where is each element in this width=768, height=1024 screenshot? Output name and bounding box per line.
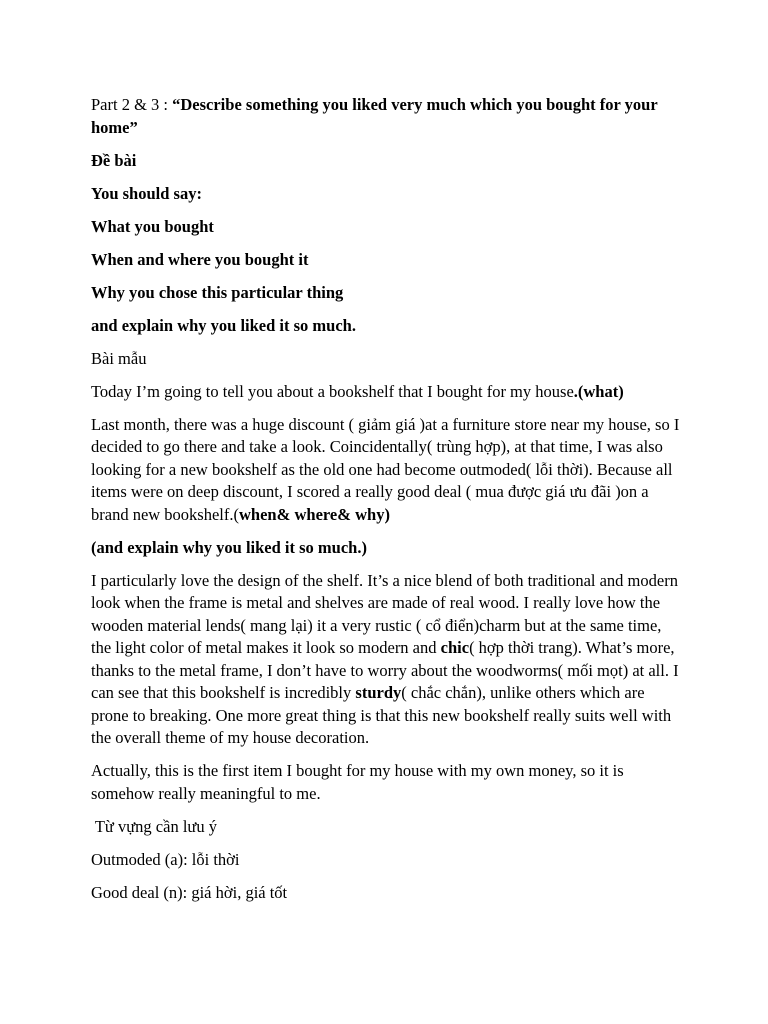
task-heading: Đề bài [91,150,137,170]
cue-point: When and where you bought it [91,249,309,269]
cue-point: Why you chose this particular thing [91,282,344,302]
vocab-item: Good deal (n): giá hời, giá tốt [91,882,288,902]
paragraph-tag: when& where& why) [239,504,390,524]
paragraph-tag: .(what) [573,381,624,401]
document-page [91,94,683,915]
paragraph-text: Today I’m going to tell you about a bookshelf that I bought for my house [91,381,574,401]
cue-point: What you bought [91,216,214,236]
highlight-word: chic [440,638,470,657]
sample-heading: Bài mẫu [91,348,147,368]
vocab-item: Outmoded (a): lỗi thời [91,849,240,869]
sample-paragraph-1 [91,381,683,404]
cue-point: and explain why you liked it so much. [91,315,356,335]
paragraph-text: I particularly love the design of the shelf. It’s a nice blend of both traditional and modern look when the frame is metal and shelves are made of real wood. I really love how the wooden material lends( mang lại) it a very rustic ( cổ điển)charm but at the same time, the light color of metal makes it look so modern and [91,570,678,657]
paragraph-text: ( chắc chắn), unlike others which are prone to breaking. One more great thing is that this new bookshelf really suits well with the overall theme of my house decoration. [91,683,672,747]
title-topic: “Describe something you liked very much which you bought for your home” [91,95,658,137]
explain-heading: (and explain why you liked it so much.) [91,537,367,557]
cue-card-intro: You should say: [91,183,202,203]
paragraph-text: ( hợp thời trang). What’s more, thanks to the metal frame, I don’t have to worry about the woodworms( mối mọt) at all. I can see that this bookshelf is incredibly [91,638,679,702]
document-title [91,94,683,139]
sample-paragraph-4: Actually, this is the first item I bought for my house with my own money, so it is somehow really meaningful to me. [91,761,624,803]
title-prefix: Part 2 & 3 : [91,95,173,114]
highlight-word: sturdy [355,683,402,702]
sample-paragraph-2 [91,414,683,527]
vocab-heading: Từ vựng cần lưu ý [91,816,217,836]
sample-paragraph-3 [91,570,683,750]
paragraph-text: Last month, there was a huge discount ( giảm giá )at a furniture store near my house, so I decided to go there and take a look. Coincidentally( trùng hợp), at that time, I was also looking for a new bookshelf as the old one had become outmoded( lỗi thời). Because all items were on deep discount, I scored a really good deal ( mua được giá ưu đãi )on a brand new bookshelf.( [91,414,680,524]
